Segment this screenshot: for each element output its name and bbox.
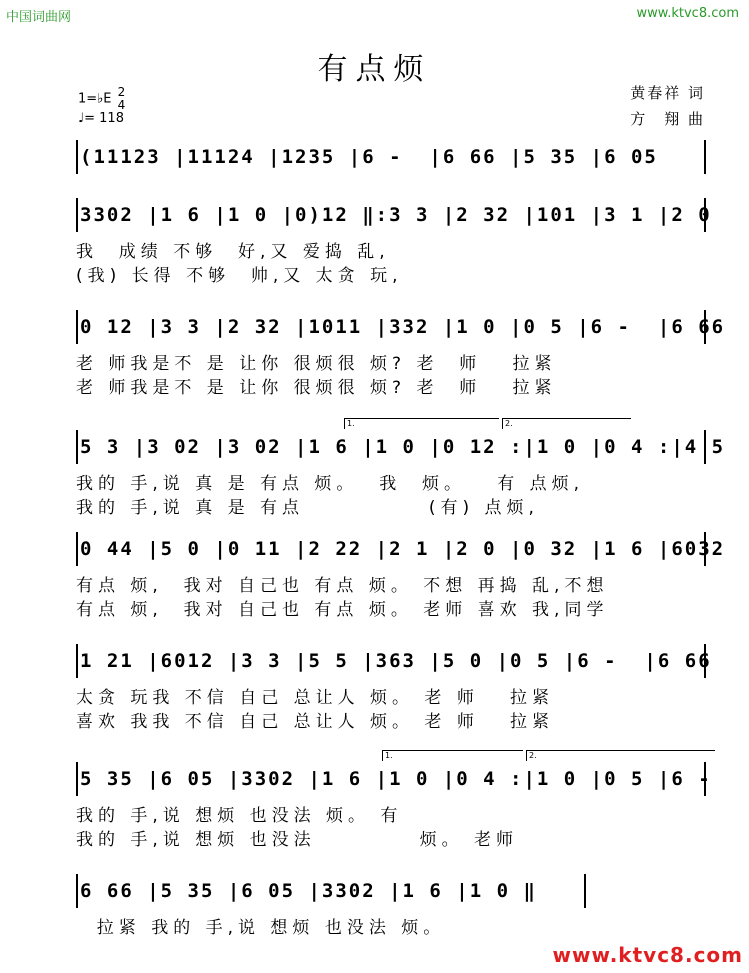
notation-line-3: 0 12 |3 3 |2 32 |1011 |332 |1 0 |0 5 |6 - |6 66 (76, 310, 706, 344)
volta-2-bracket-a: 2. (502, 418, 631, 429)
tempo-marking: ♩= 118 (78, 111, 124, 126)
notation-line-2: 3302 |1 6 |1 0 |0)12 ‖:3 3 |2 32 |101 |3 1 |2 0 (76, 198, 706, 232)
volta-1-bracket-a: 1. (344, 418, 499, 429)
notation-line-5: 0 44 |5 0 |0 11 |2 22 |2 1 |2 0 |0 32 |1 6 |6032 (76, 532, 706, 566)
watermark-left: 中国词曲网 (6, 10, 72, 25)
lyric-line-7a: 我的 手,说 想烦 也没法 烦。 有 (76, 806, 403, 826)
lyric-line-5a: 有点 烦, 我对 自己也 有点 烦。 不想 再捣 乱,不想 (76, 576, 609, 596)
lyric-line-6a: 太贪 玩我 不信 自己 总让人 烦。 老 师 拉紧 (76, 688, 555, 708)
site-logo-watermark: www.ktvc8.com (552, 943, 743, 967)
lyric-line-2a: 我 成绩 不够 好,又 爱捣 乱, (76, 242, 390, 262)
key-signature (78, 86, 125, 112)
lyric-line-4a: 我的 手,说 真 是 有点 烦。 我 烦。 有 点烦, (76, 474, 585, 494)
lyric-line-5b: 有点 烦, 我对 自己也 有点 烦。 老师 喜欢 我,同学 (76, 600, 609, 620)
lyric-line-3b: 老 师我是不 是 让你 很烦很 烦? 老 师 拉紧 (76, 378, 557, 398)
watermark-right[interactable]: www.ktvc8.com (636, 6, 739, 21)
lyric-line-8a: 拉紧 我的 手,说 想烦 也没法 烦。 (76, 918, 446, 938)
notation-line-7: 5 35 |6 05 |3302 |1 6 |1 0 |0 4 :|1 0 |0 5 |6 - (76, 762, 706, 796)
notation-line-8: 6 66 |5 35 |6 05 |3302 |1 6 |1 0 ‖ (76, 874, 586, 908)
time-signature-top: 2 (117, 85, 126, 99)
lyric-line-7b: 我的 手,说 想烦 也没法 烦。 老师 (76, 830, 519, 850)
notation-line-4: 5 3 |3 02 |3 02 |1 6 |1 0 |0 12 :|1 0 |0 4 :|4 5 (76, 430, 706, 464)
lyric-line-3a: 老 师我是不 是 让你 很烦很 烦? 老 师 拉紧 (76, 354, 557, 374)
lyric-line-2b: (我) 长得 不够 帅,又 太贪 玩, (76, 266, 403, 286)
lyric-line-4b: 我的 手,说 真 是 有点 (有) 点烦, (76, 498, 539, 518)
volta-2-bracket-b: 2. (526, 750, 715, 761)
lyric-line-6b: 喜欢 我我 不信 自己 总让人 烦。 老 师 拉紧 (76, 712, 555, 732)
key-label: 1=♭E (78, 91, 112, 107)
time-signature (118, 86, 126, 112)
composer-credit: 方 翔 曲 (630, 110, 705, 128)
lyricist-credit: 黄春祥 词 (630, 84, 705, 102)
song-title: 有点烦 (317, 52, 432, 87)
notation-line-6: 1 21 |6012 |3 3 |5 5 |363 |5 0 |0 5 |6 - |6 66 (76, 644, 706, 678)
volta-1-bracket-b: 1. (382, 750, 523, 761)
notation-line-1: (11123 |11124 |1235 |6 - |6 66 |5 35 |6 05 (76, 140, 706, 174)
time-signature-bottom: 4 (117, 98, 126, 112)
